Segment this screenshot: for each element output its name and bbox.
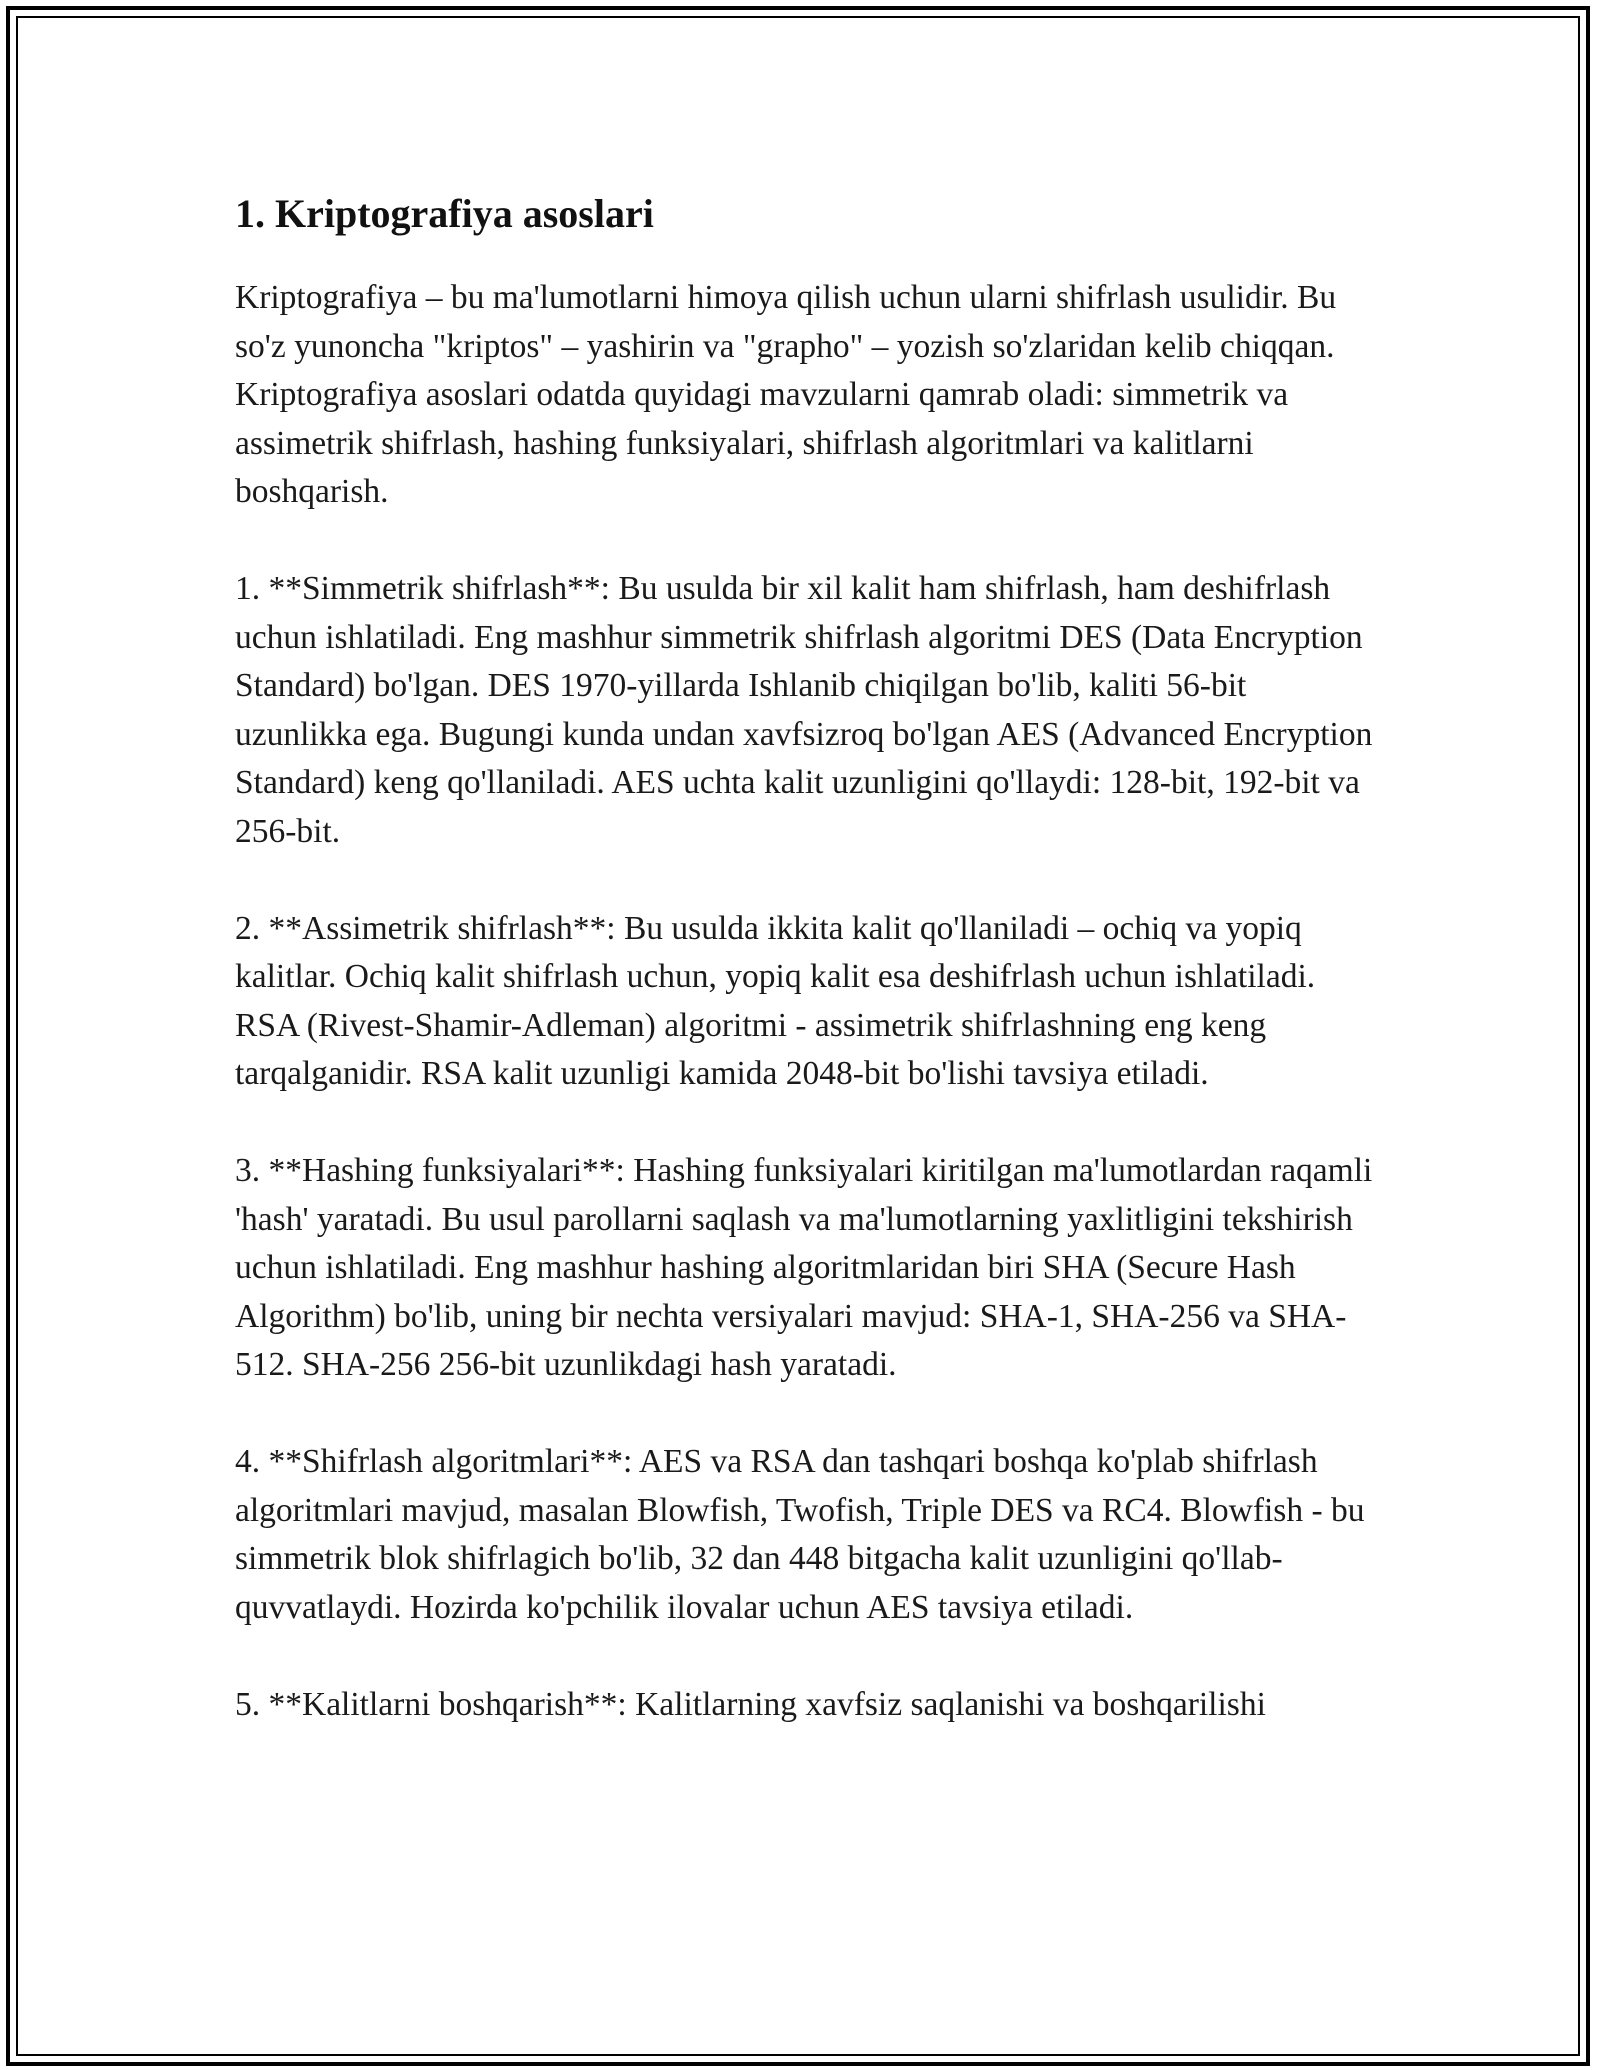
document-body xyxy=(235,182,1385,1729)
section-heading: 1. Kriptografiya asoslari xyxy=(235,191,654,236)
asymmetric-encryption-paragraph: 2. **Assimetrik shifrlash**: Bu usulda ikkita kalit qo'llaniladi – ochiq va yopiq kalitlar. Ochiq kalit shifrlash uchun, yopiq kalit esa deshifrlash uchun ishlatiladi. RSA (Rivest-Shamir-Adleman) algoritmi - assimetrik shifrlashning eng keng tarqalganidir. RSA kalit uzunligi kamida 2048-bit bo'lishi tavsiya etiladi. xyxy=(235,909,1316,1092)
symmetric-encryption-paragraph: 1. **Simmetrik shifrlash**: Bu usulda bir xil kalit ham shifrlash, ham deshifrlash uchun ishlatiladi. Eng mashhur simmetrik shifrlash algoritmi DES (Data Encryption Standard) bo'lgan. DES 1970-yillarda Ishlanib chiqilgan bo'lib, kaliti 56-bit uzunlikka ega. Bugungi kunda undan xavfsizroq bo'lgan AES (Advanced Encryption Standard) keng qo'llaniladi. AES uchta kalit uzunligini qo'llaydi: 128-bit, 192-bit va 256-bit. xyxy=(235,570,1373,850)
encryption-algorithms-paragraph: 4. **Shifrlash algoritmlari**: AES va RSA dan tashqari boshqa ko'plab shifrlash algoritmlari mavjud, masalan Blowfish, Twofish, Triple DES va RC4. Blowfish - bu simmetrik blok shifrlagich bo'lib, 32 dan 448 bitgacha kalit uzunligini qo'llab-quvvatlaydi. Hozirda ko'pchilik ilovalar uchun AES tavsiya etiladi. xyxy=(235,1443,1365,1626)
key-management-paragraph: 5. **Kalitlarni boshqarish**: Kalitlarning xavfsiz saqlanishi va boshqarilishi xyxy=(235,1685,1266,1723)
intro-paragraph: Kriptografiya – bu ma'lumotlarni himoya qilish uchun ularni shifrlash usulidir. Bu so'z yunoncha "kriptos" – yashirin va "grapho" – yozish so'zlaridan kelib chiqqan. Kriptografiya asoslari odatda quyidagi mavzularni qamrab oladi: simmetrik va assimetrik shifrlash, hashing funksiyalari, shifrlash algoritmlari va kalitlarni boshqarish. xyxy=(235,279,1337,510)
hashing-functions-paragraph: 3. **Hashing funksiyalari**: Hashing funksiyalari kiritilgan ma'lumotlardan raqamli 'hash' yaratadi. Bu usul parollarni saqlash va ma'lumotlarning yaxlitligini tekshirish uchun ishlatiladi. Eng mashhur hashing algoritmlaridan biri SHA (Secure Hash Algorithm) bo'lib, uning bir nechta versiyalari mavjud: SHA-1, SHA-256 va SHA-512. SHA-256 256-bit uzunlikdagi hash yaratadi. xyxy=(235,1152,1373,1383)
